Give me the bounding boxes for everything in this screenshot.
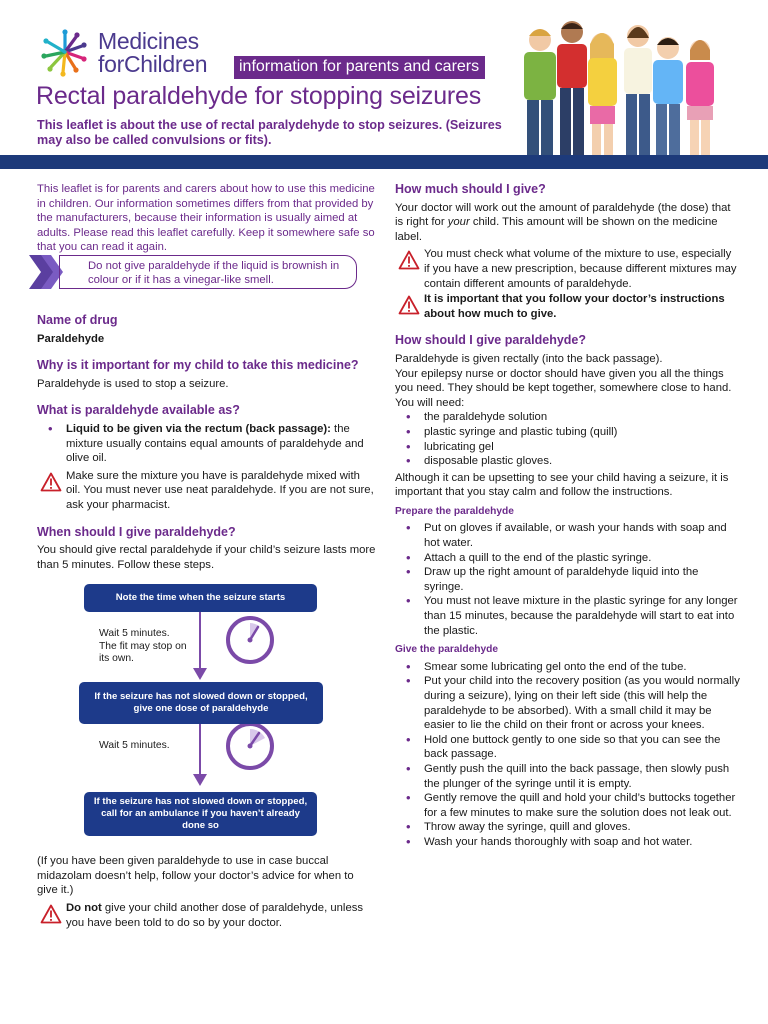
colour-warning-text	[59, 255, 357, 289]
how-heading: How should I give paraldehyde?	[395, 333, 587, 348]
list-item: • Attach a quill to the end of the plastic syringe.	[395, 551, 740, 566]
availability-list	[37, 422, 377, 466]
availability-bold: Liquid to be given via the rectum (back passage):	[66, 422, 331, 435]
prepare-steps	[395, 521, 740, 638]
how-much-text	[395, 201, 740, 245]
list-item: • lubricating gel	[395, 440, 740, 455]
list-item: • Put your child into the recovery position (as you would normally during a seizure), lying on their left side (this will help the paraldehyde to be absorbed). With a small child it may be easier to lie the child on their front or across your knees.	[395, 674, 740, 732]
calm-text: Although it can be upsetting to see your child having a seizure, it is important that you stay calm and follow the instructions.	[395, 471, 729, 499]
warning-triangle-icon	[40, 904, 62, 924]
how-much-heading: How much should I give?	[395, 182, 546, 196]
seizure-flowchart	[37, 584, 337, 844]
name-of-drug-heading: Name of drug	[37, 312, 118, 327]
colour-warning-box	[37, 255, 377, 291]
list-item: • Throw away the syringe, quill and gloves.	[395, 820, 740, 835]
follow-doctor-warning-text: It is important that you follow your doctor’s instructions about how much to give.	[424, 293, 725, 320]
right-column	[395, 182, 740, 850]
page-subtitle: This leaflet is about the use of rectal paralydehyde to stop seizures. (Seizures may also be called convulsions or fits).	[37, 118, 502, 147]
needs-list	[395, 410, 740, 468]
why-text: Paraldehyde is used to stop a seizure.	[37, 377, 229, 390]
list-item: • Draw up the right amount of paraldehyde liquid into the syringe.	[395, 565, 740, 594]
warning-triangle-icon	[40, 472, 62, 492]
how-much-text-b: child. This amount will be shown on the medicine label.	[395, 216, 718, 243]
flow-step-call-ambulance: If the seizure has not slowed down or stopped, call for an ambulance if you haven’t already done so	[84, 792, 317, 836]
list-item: • Gently remove the quill and hold your child’s buttocks together for a few minutes to make sure the solution does not leak out.	[395, 791, 740, 820]
logo-starburst-icon	[38, 28, 92, 78]
warning-triangle-icon	[398, 250, 420, 270]
availability-rest: the mixture usually contains equal amounts of paraldehyde and olive oil.	[66, 422, 364, 465]
page-title: Rectal paraldehyde for stopping seizures	[36, 82, 482, 110]
list-item: • Gently push the quill into the back passage, then slowly push the plunger of the syringe until it is empty.	[395, 762, 740, 791]
volume-warning	[395, 247, 740, 291]
list-item: • You must not leave mixture in the plastic syringe for any longer than 15 minutes, because the paraldehyde will start to eat into the plastic.	[395, 594, 740, 638]
left-column	[37, 182, 377, 930]
mixture-warning	[37, 469, 377, 513]
list-item: • Hold one buttock gently to one side so that you can see the back passage.	[395, 733, 740, 762]
children-photo	[510, 20, 736, 170]
prepare-heading: Prepare the paraldehyde	[395, 505, 514, 517]
warning-triangle-icon	[398, 295, 420, 315]
how-much-text-a: Your doctor will work out the amount of paraldehyde (the dose) that is right for	[395, 201, 731, 229]
why-heading: Why is it important for my child to take this medicine?	[37, 358, 359, 373]
mixture-warning-text: Make sure the mixture you have is paraldehyde mixed with oil. You must never use neat paraldehyde. If you are not sure, ask your pharmacist.	[66, 469, 374, 511]
colour-warning-label: Do not give paraldehyde if the liquid is brownish in colour or if it has a vinegar-like smell.	[88, 259, 340, 286]
flow-step-note-time: Note the time when the seizure starts	[84, 584, 317, 612]
list-item: • Smear some lubricating gel onto the end of the tube.	[395, 660, 740, 675]
logo-text-for-children: forChildren	[98, 51, 208, 77]
no-repeat-dose-text: give your child another dose of paraldehyde, unless you have been told to do so by your doctor.	[66, 902, 364, 929]
when-heading: When should I give paraldehyde?	[37, 524, 236, 539]
flow-wait-2: Wait 5 minutes.	[99, 740, 170, 752]
no-repeat-dose-bold: Do not	[66, 902, 102, 915]
volume-warning-text: You must check what volume of the mixture to use, especially if you have a new prescription, because different mixtures may contain different amounts of paraldehyde.	[424, 248, 737, 290]
list-item: • plastic syringe and plastic tubing (quill)	[395, 425, 740, 440]
clock-icon	[228, 618, 272, 662]
list-item: • Wash your hands thoroughly with soap and hot water.	[395, 835, 740, 850]
list-item: • the paraldehyde solution	[395, 410, 740, 425]
leaflet-header	[0, 0, 768, 170]
how-text-1: Paraldehyde is given rectally (into the back passage).	[395, 352, 663, 365]
buccal-note: (If you have been given paraldehyde to use in case buccal midazolam doesn’t help, follow your doctor’s advice for when to give it.)	[37, 855, 354, 897]
availability-heading: What is paraldehyde available as?	[37, 403, 240, 418]
no-repeat-dose-warning	[37, 901, 377, 930]
how-much-text-emphasis: your	[447, 216, 470, 229]
drug-name: Paraldehyde	[37, 332, 105, 345]
intro-paragraph: This leaflet is for parents and carers about how to use this medicine in children. Our information sometimes differs from that provided by the manufacturers, because their information is usually aimed at adults. Please read this leaflet carefully. Keep it somewhere safe so that you can read it again.	[37, 183, 375, 254]
give-steps	[395, 660, 740, 850]
list-item	[37, 422, 377, 466]
give-heading: Give the paraldehyde	[395, 644, 499, 656]
clock-icon	[228, 724, 272, 768]
list-item: • disposable plastic gloves.	[395, 454, 740, 469]
tagline-banner: information for parents and carers	[234, 56, 485, 79]
flow-wait-1: Wait 5 minutes. The fit may stop on its own.	[99, 628, 187, 665]
medicines-for-children-logo	[38, 28, 238, 78]
how-text-2: Your epilepsy nurse or doctor should have given you all the things you need. They should be kept together, somewhere close to hand. You will need:	[395, 367, 732, 409]
when-text: You should give rectal paraldehyde if your child’s seizure lasts more than 5 minutes. Follow these steps.	[37, 544, 376, 571]
logo-text-medicines: Medicines	[98, 28, 199, 54]
flow-step-give-dose: If the seizure has not slowed down or stopped, give one dose of paraldehyde	[79, 682, 323, 724]
follow-doctor-warning	[395, 292, 740, 321]
list-item: • Put on gloves if available, or wash your hands with soap and hot water.	[395, 521, 740, 550]
header-divider-bar	[0, 155, 768, 169]
